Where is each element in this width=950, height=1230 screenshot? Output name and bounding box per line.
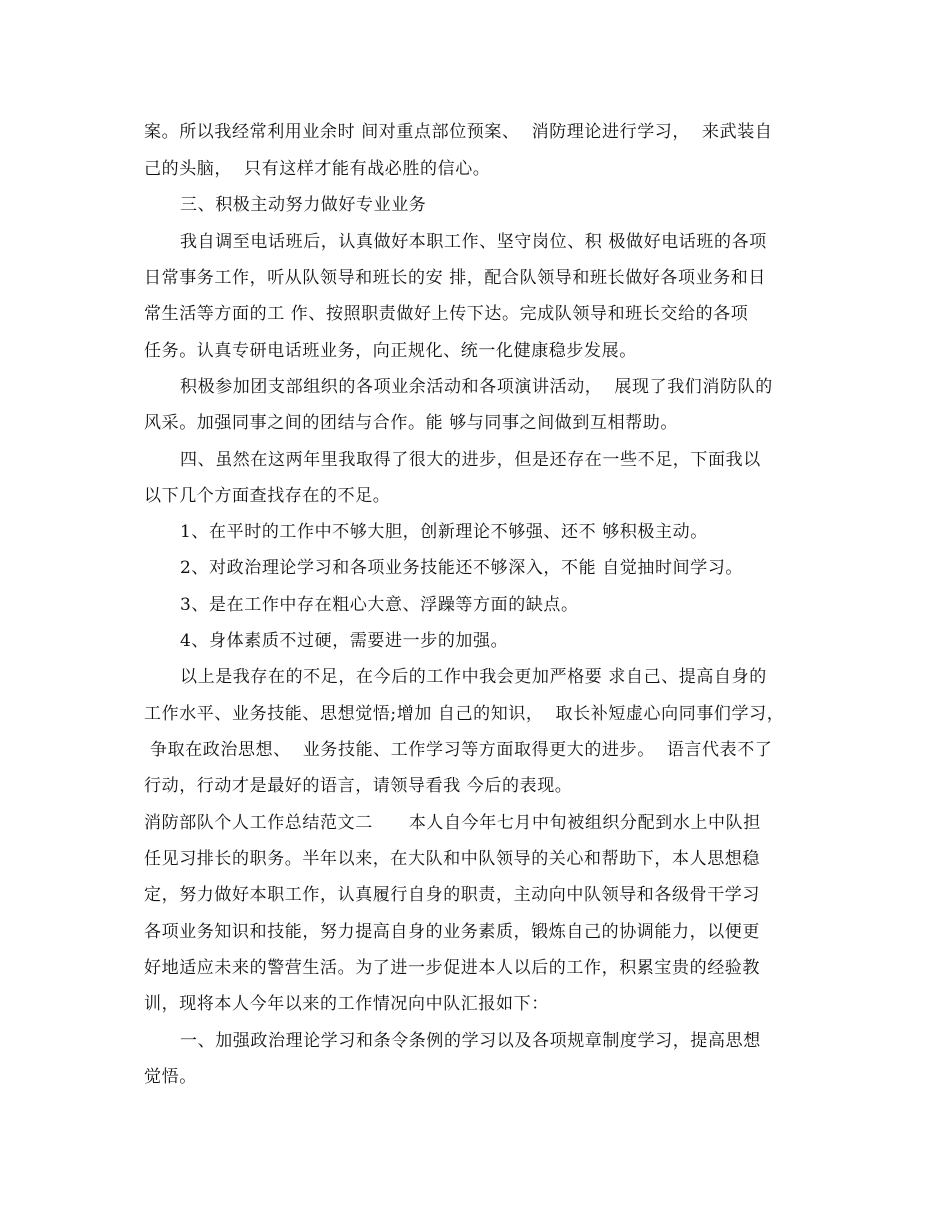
text-line: 常生活等方面的工 作、按照职责做好上传下达。完成队领导和班长交给的各项 <box>144 304 749 324</box>
text-line: 我自调至电话班后，认真做好本职工作、坚守岗位、积 极做好电话班的各项 <box>180 232 767 252</box>
text-line: 争取在政治思想、 业务技能、工作学习等方面取得更大的进步。 语言代表不了 <box>144 740 773 760</box>
text-line: 风采。加强同事之间的团结与合作。能 够与同事之间做到互相帮助。 <box>144 413 679 433</box>
text-line: 任见习排长的职务。半年以来，在大队和中队领导的关心和帮助下，本人思想稳 <box>144 849 760 869</box>
list-item: 1、在平时的工作中不够大胆，创新理论不够强、还不 够积极主动。 <box>180 522 708 542</box>
text-line: 以上是我存在的不足，在今后的工作中我会更加严格要 求自己、提高自身的 <box>180 667 767 687</box>
text-line: 工作水平、业务技能、思想觉悟;增加 自己的知识， 取长补短虚心向同事们学习， <box>144 704 785 724</box>
text-line: 行动，行动才是最好的语言，请领导看我 今后的表现。 <box>144 776 573 796</box>
section-heading: 三、积极主动努力做好专业业务 <box>180 195 427 215</box>
list-item: 3、是在工作中存在粗心大意、浮躁等方面的缺点。 <box>180 595 579 615</box>
text-line: 好地适应未来的警营生活。为了进一步促进本人以后的工作，积累宝贵的经验教 <box>144 958 760 978</box>
text-line: 觉悟。 <box>144 1067 197 1087</box>
section-heading: 一、加强政治理论学习和条令条例的学习以及各项规章制度学习，提高思想 <box>180 1031 761 1051</box>
text-line: 各项业务知识和技能，努力提高自身的业务素质，锻炼自己的协调能力，以便更 <box>144 922 760 942</box>
list-item: 2、对政治理论学习和各项业务技能还不够深入，不能 自觉抽时间学习。 <box>180 558 744 578</box>
text-line: 积极参加团支部组织的各项业余活动和各项演讲活动， 展现了我们消防队的 <box>180 377 773 397</box>
text-line: 案。所以我经常利用业余时 间对重点部位预案、 消防理论进行学习， 来武装自 <box>144 122 773 142</box>
text-line: 任务。认真专研电话班业务，向正规化、统一化健康稳步发展。 <box>144 341 637 361</box>
text-line: 定，努力做好本职工作，认真履行自身的职责，主动向中队领导和各级骨干学习 <box>144 885 760 905</box>
text-line: 己的头脑， 只有这样才能有战必胜的信心。 <box>144 159 491 179</box>
section-heading: 四、虽然在这两年里我取得了很大的进步，但是还存在一些不足，下面我以 <box>180 450 761 470</box>
section-title-line: 消防部队个人工作总结范文二 本人自今年七月中旬被组织分配到水上中队担 <box>144 813 761 833</box>
list-item: 4、身体素质不过硬，需要进一步的加强。 <box>180 631 509 651</box>
text-line: 训，现将本人今年以来的工作情况向中队汇报如下： <box>144 994 549 1014</box>
text-line: 日常事务工作，听从队领导和班长的安 排，配合队领导和班长做好各项业务和日 <box>144 268 767 288</box>
text-line: 以下几个方面查找存在的不足。 <box>144 486 391 506</box>
